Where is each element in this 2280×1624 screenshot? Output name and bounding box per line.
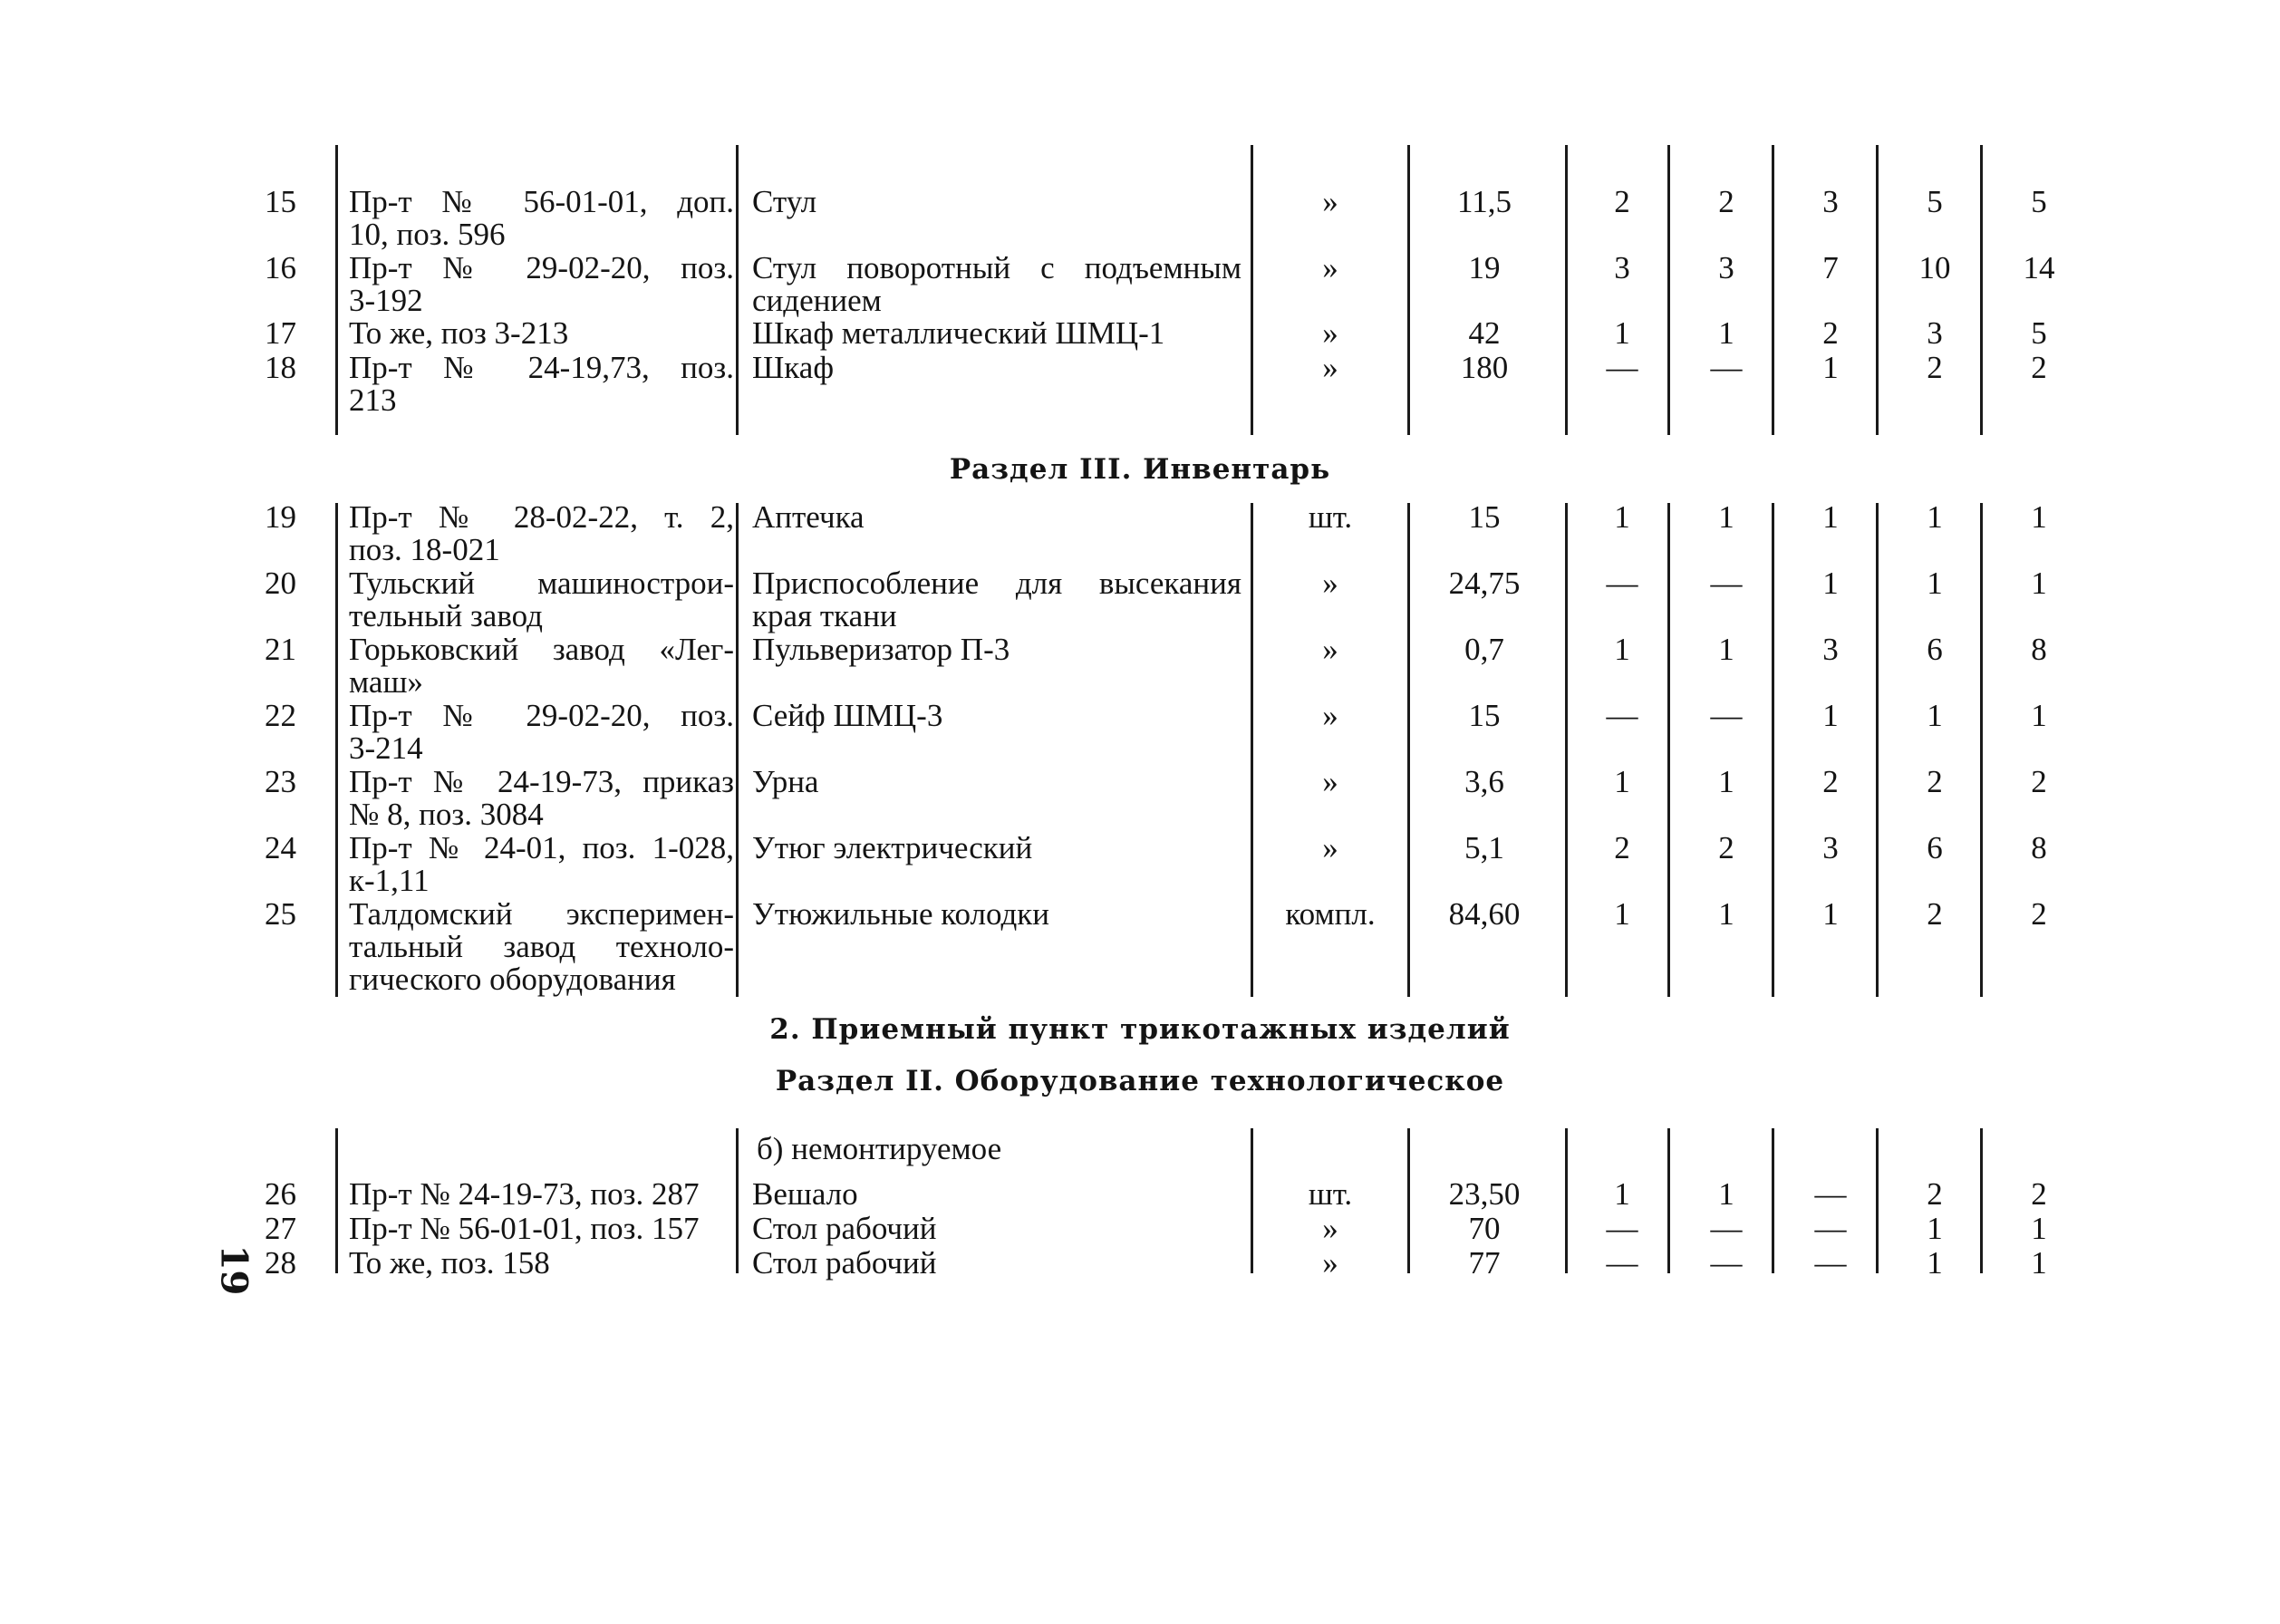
unit-cell: » xyxy=(1322,184,1338,219)
quantity-cell: 1 xyxy=(1822,350,1839,385)
quantity-cell: 2 xyxy=(2031,350,2047,385)
quantity-cell: — xyxy=(1606,350,1638,385)
column-rule xyxy=(736,1128,739,1273)
unit-cell: шт. xyxy=(1308,499,1353,535)
price-cell: 42 xyxy=(1468,315,1501,351)
quantity-cell: 1 xyxy=(1718,896,1734,932)
quantity-cell: 1 xyxy=(1614,1176,1630,1212)
item-name: края ткани xyxy=(752,598,897,633)
row-number: 16 xyxy=(265,250,296,285)
column-rule xyxy=(1251,1128,1253,1273)
column-rule xyxy=(1772,145,1774,435)
row-number: 25 xyxy=(265,896,296,932)
unit-cell: » xyxy=(1322,250,1338,285)
row-number: 23 xyxy=(265,764,296,799)
quantity-cell: — xyxy=(1710,350,1743,385)
unit-cell: » xyxy=(1322,764,1338,799)
row-number: 24 xyxy=(265,830,296,865)
price-cell: 24,75 xyxy=(1448,566,1521,601)
quantity-cell: 5 xyxy=(2031,184,2047,219)
item-name: Стол рабочий xyxy=(752,1245,937,1281)
quantity-cell: 5 xyxy=(1927,184,1943,219)
page-number: 19 xyxy=(212,1244,256,1296)
quantity-cell: — xyxy=(1814,1176,1847,1212)
column-rule xyxy=(335,503,338,997)
quantity-cell: 1 xyxy=(2031,499,2047,535)
item-name: Приспособление для высекания xyxy=(752,566,1241,601)
item-name: Стул поворотный с подъемным xyxy=(752,250,1241,285)
price-cell: 84,60 xyxy=(1448,896,1521,932)
quantity-cell: 7 xyxy=(1822,250,1839,285)
quantity-cell: 1 xyxy=(2031,1245,2047,1281)
quantity-cell: 1 xyxy=(1822,698,1839,733)
column-rule xyxy=(1876,503,1879,997)
price-cell: 5,1 xyxy=(1464,830,1504,865)
quantity-cell: — xyxy=(1710,1245,1743,1281)
price-cell: 3,6 xyxy=(1464,764,1504,799)
quantity-cell: 1 xyxy=(1614,632,1630,667)
quantity-cell: — xyxy=(1606,1245,1638,1281)
quantity-cell: 3 xyxy=(1822,632,1839,667)
unit-cell: » xyxy=(1322,315,1338,351)
quantity-cell: 2 xyxy=(1822,764,1839,799)
quantity-cell: — xyxy=(1606,1211,1638,1246)
price-cell: 70 xyxy=(1468,1211,1501,1246)
quantity-cell: 6 xyxy=(1927,632,1943,667)
row-number: 18 xyxy=(265,350,296,385)
quantity-cell: — xyxy=(1606,698,1638,733)
source-line: То же, поз. 158 xyxy=(349,1245,550,1281)
source-line: тельный завод xyxy=(349,598,543,633)
item-name: сидением xyxy=(752,283,882,318)
item-name: Утюжильные колодки xyxy=(752,896,1049,932)
column-rule xyxy=(1251,503,1253,997)
source-line: к-1,11 xyxy=(349,863,430,898)
quantity-cell: 1 xyxy=(1822,566,1839,601)
quantity-cell: 1 xyxy=(1927,1211,1943,1246)
quantity-cell: 2 xyxy=(1718,184,1734,219)
column-rule xyxy=(335,145,338,435)
source-line: 10, поз. 596 xyxy=(349,217,506,252)
quantity-cell: 1 xyxy=(1822,499,1839,535)
source-line: Пр-т № 29-02-20, поз. xyxy=(349,698,734,733)
quantity-cell: 2 xyxy=(1822,315,1839,351)
source-line: гического оборудования xyxy=(349,962,676,997)
row-number: 19 xyxy=(265,499,296,535)
column-rule xyxy=(1980,1128,1983,1273)
quantity-cell: 1 xyxy=(2031,698,2047,733)
source-line: Пр-т № 56-01-01, доп. xyxy=(349,184,734,219)
item-name: Пульверизатор П-3 xyxy=(752,632,1010,667)
row-number: 20 xyxy=(265,566,296,601)
column-rule xyxy=(1667,1128,1670,1273)
quantity-cell: 1 xyxy=(1718,499,1734,535)
quantity-cell: 2 xyxy=(1927,896,1943,932)
quantity-cell: 3 xyxy=(1718,250,1734,285)
quantity-cell: 1 xyxy=(1927,1245,1943,1281)
column-rule xyxy=(1667,145,1670,435)
section-heading-knitwear-point: 2. Приемный пункт трикотажных изделий xyxy=(769,1013,1511,1046)
quantity-cell: 2 xyxy=(1718,830,1734,865)
quantity-cell: 2 xyxy=(1927,764,1943,799)
quantity-cell: 1 xyxy=(1927,499,1943,535)
unit-cell: » xyxy=(1322,1211,1338,1246)
row-number: 26 xyxy=(265,1176,296,1212)
unit-cell: » xyxy=(1322,350,1338,385)
source-line: 213 xyxy=(349,382,397,418)
quantity-cell: 3 xyxy=(1822,184,1839,219)
column-rule xyxy=(1980,145,1983,435)
quantity-cell: 1 xyxy=(1614,315,1630,351)
quantity-cell: 3 xyxy=(1927,315,1943,351)
unit-cell: шт. xyxy=(1308,1176,1353,1212)
source-line: № 8, поз. 3084 xyxy=(349,797,544,832)
item-name: Шкаф xyxy=(752,350,834,385)
quantity-cell: 2 xyxy=(2031,764,2047,799)
quantity-cell: — xyxy=(1710,566,1743,601)
source-line: Пр-т № 29-02-20, поз. xyxy=(349,250,734,285)
quantity-cell: 1 xyxy=(1718,315,1734,351)
quantity-cell: 1 xyxy=(1614,499,1630,535)
row-number: 28 xyxy=(265,1245,296,1281)
quantity-cell: 1 xyxy=(1718,764,1734,799)
quantity-cell: — xyxy=(1710,698,1743,733)
source-line: Пр-т № 24-19,73, поз. xyxy=(349,350,734,385)
item-name: Урна xyxy=(752,764,819,799)
source-line: маш» xyxy=(349,664,423,700)
price-cell: 15 xyxy=(1468,698,1501,733)
column-rule xyxy=(1251,145,1253,435)
quantity-cell: 1 xyxy=(1718,632,1734,667)
section-heading-equipment: Раздел II. Оборудование технологическое xyxy=(775,1065,1505,1097)
quantity-cell: — xyxy=(1606,566,1638,601)
quantity-cell: 1 xyxy=(1927,566,1943,601)
quantity-cell: 5 xyxy=(2031,315,2047,351)
price-cell: 23,50 xyxy=(1448,1176,1521,1212)
item-name: Шкаф металлический ШМЦ-1 xyxy=(752,315,1165,351)
quantity-cell: 14 xyxy=(2023,250,2055,285)
column-rule xyxy=(736,503,739,997)
quantity-cell: 2 xyxy=(1614,830,1630,865)
row-number: 27 xyxy=(265,1211,296,1246)
quantity-cell: — xyxy=(1814,1211,1847,1246)
price-cell: 0,7 xyxy=(1464,632,1504,667)
unit-cell: компл. xyxy=(1285,896,1376,932)
subsection-label: б) немонтируемое xyxy=(757,1131,1002,1166)
column-rule xyxy=(736,145,739,435)
quantity-cell: 1 xyxy=(1614,896,1630,932)
price-cell: 19 xyxy=(1468,250,1501,285)
column-rule xyxy=(1772,1128,1774,1273)
source-line: Пр-т № 28-02-22, т. 2, xyxy=(349,499,734,535)
item-name: Стул xyxy=(752,184,817,219)
source-line: Тульский машинострои- xyxy=(349,566,734,601)
column-rule xyxy=(1876,145,1879,435)
quantity-cell: 2 xyxy=(1927,350,1943,385)
unit-cell: » xyxy=(1322,566,1338,601)
item-name: Утюг электрический xyxy=(752,830,1033,865)
price-cell: 180 xyxy=(1460,350,1509,385)
item-name: Сейф ШМЦ-3 xyxy=(752,698,943,733)
unit-cell: » xyxy=(1322,830,1338,865)
row-number: 21 xyxy=(265,632,296,667)
quantity-cell: 10 xyxy=(1918,250,1951,285)
column-rule xyxy=(1565,145,1568,435)
source-line: 3-214 xyxy=(349,730,423,766)
unit-cell: » xyxy=(1322,1245,1338,1281)
quantity-cell: — xyxy=(1710,1211,1743,1246)
quantity-cell: 6 xyxy=(1927,830,1943,865)
row-number: 15 xyxy=(265,184,296,219)
quantity-cell: 2 xyxy=(2031,1176,2047,1212)
quantity-cell: 2 xyxy=(1614,184,1630,219)
column-rule xyxy=(1565,1128,1568,1273)
column-rule xyxy=(1876,1128,1879,1273)
item-name: Аптечка xyxy=(752,499,865,535)
row-number: 22 xyxy=(265,698,296,733)
unit-cell: » xyxy=(1322,632,1338,667)
price-cell: 77 xyxy=(1468,1245,1501,1281)
item-name: Стол рабочий xyxy=(752,1211,937,1246)
source-line: Горьковский завод «Лег- xyxy=(349,632,734,667)
quantity-cell: 2 xyxy=(2031,896,2047,932)
source-line: Пр-т № 24-19-73, приказ xyxy=(349,764,734,799)
quantity-cell: 1 xyxy=(1614,764,1630,799)
quantity-cell: 1 xyxy=(1927,698,1943,733)
quantity-cell: 3 xyxy=(1822,830,1839,865)
source-line: Талдомский эксперимен- xyxy=(349,896,734,932)
section-heading-inventory: Раздел III. Инвентарь xyxy=(949,453,1331,486)
row-number: 17 xyxy=(265,315,296,351)
quantity-cell: 1 xyxy=(2031,566,2047,601)
column-rule xyxy=(1772,503,1774,997)
quantity-cell: 8 xyxy=(2031,632,2047,667)
column-rule xyxy=(335,1128,338,1273)
quantity-cell: 1 xyxy=(1822,896,1839,932)
quantity-cell: — xyxy=(1814,1245,1847,1281)
source-line: Пр-т № 24-19-73, поз. 287 xyxy=(349,1176,700,1212)
source-line: 3-192 xyxy=(349,283,423,318)
source-line: То же, поз 3-213 xyxy=(349,315,569,351)
column-rule xyxy=(1565,503,1568,997)
quantity-cell: 1 xyxy=(2031,1211,2047,1246)
price-cell: 15 xyxy=(1468,499,1501,535)
source-line: тальный завод техноло- xyxy=(349,929,734,964)
quantity-cell: 8 xyxy=(2031,830,2047,865)
unit-cell: » xyxy=(1322,698,1338,733)
source-line: Пр-т № 24-01, поз. 1-028, xyxy=(349,830,734,865)
column-rule xyxy=(1980,503,1983,997)
item-name: Вешало xyxy=(752,1176,858,1212)
column-rule xyxy=(1667,503,1670,997)
source-line: Пр-т № 56-01-01, поз. 157 xyxy=(349,1211,700,1246)
price-cell: 11,5 xyxy=(1457,184,1512,219)
quantity-cell: 3 xyxy=(1614,250,1630,285)
source-line: поз. 18-021 xyxy=(349,532,500,567)
quantity-cell: 2 xyxy=(1927,1176,1943,1212)
quantity-cell: 1 xyxy=(1718,1176,1734,1212)
